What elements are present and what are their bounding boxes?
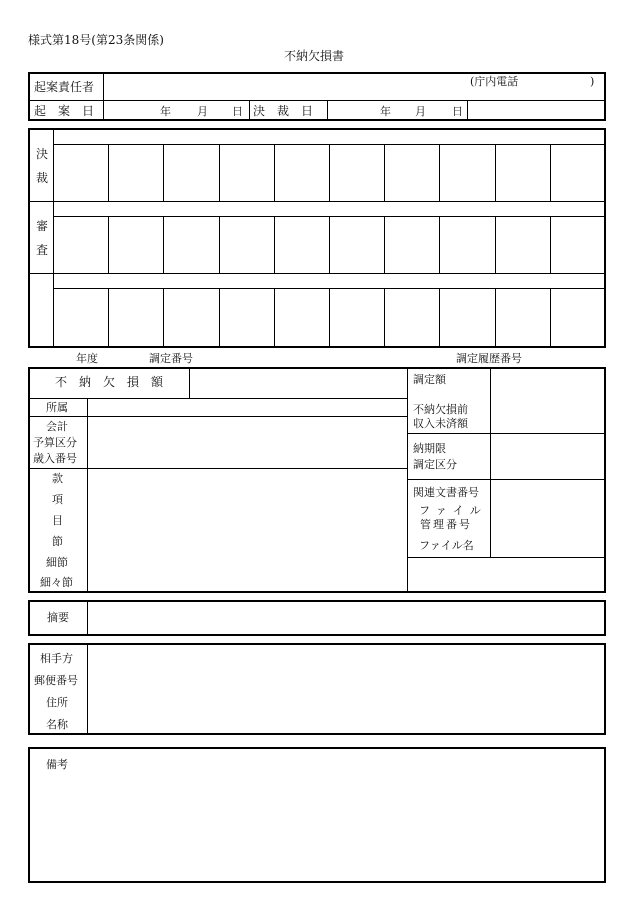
stamp-cell[interactable] [329,145,384,201]
decision-month-label: 月 [415,105,426,118]
detail-center-divider [407,368,408,592]
review-label-1: 審 [36,219,49,233]
form-number: 様式第18号(第23条関係) [28,33,164,47]
detail-row-line-3 [29,468,407,469]
header-mid-divider-1 [249,101,250,120]
stamp-cell[interactable] [495,145,550,201]
stamp-cell[interactable] [108,145,163,201]
assessment-class-label: 調定区分 [413,458,457,471]
detail-right-line-1 [408,433,605,434]
phone-close: ) [590,75,595,88]
form-title: 不納欠損書 [284,49,345,63]
setsu-label: 節 [52,535,63,548]
file-name-label: ファイル名 [419,539,474,552]
review-label-2: 査 [36,243,49,257]
stamp-cell[interactable] [329,217,384,273]
review-stamp-row [54,217,605,273]
stamp-cell[interactable] [274,145,329,201]
detail-right-line-2 [408,479,605,480]
name-label: 名称 [46,718,68,731]
stamp-cell[interactable] [384,289,439,346]
saisetsu-label: 細節 [46,556,68,569]
decision-date-label: 決 裁 日 [253,104,314,118]
summary-label: 摘要 [47,611,69,624]
header-mid-divider-3 [467,101,468,120]
postal-label: 郵便番号 [34,674,78,687]
stamp-cell[interactable] [54,145,108,201]
detail-right-line-3 [408,557,605,558]
stamp-cell[interactable] [274,289,329,346]
stamp-cell[interactable] [439,217,494,273]
summary-field[interactable] [90,604,602,632]
kou-label: 項 [52,493,63,506]
decision-stamp-row [54,145,605,201]
stamp-cell[interactable] [495,217,550,273]
detail-label-divider [87,398,88,592]
draft-day-label: 日 [232,105,243,118]
budget-class-label: 予算区分 [33,436,77,449]
file-mgmt-label-2: 管理番号 [420,518,472,531]
stamp-cell[interactable] [550,217,605,273]
drafter-label: 起案責任者 [34,80,95,94]
related-doc-label: 関連文書番号 [413,486,479,499]
uncollected-label-1: 不納欠損前 [413,403,468,416]
stamp-cell[interactable] [495,289,550,346]
approval-section-divider-2 [29,273,605,274]
draft-date-label: 起 案 日 [34,104,95,118]
department-label: 所属 [46,401,68,414]
draft-month-label: 月 [197,105,208,118]
stamp-cell[interactable] [550,289,605,346]
uncollected-label-2: 収入未済額 [413,417,468,430]
stamp-cell[interactable] [108,217,163,273]
revenue-number-label: 歳入番号 [33,452,77,465]
stamp-cell[interactable] [439,289,494,346]
remarks-label: 備考 [46,758,68,771]
decision-label-1: 決 [36,147,49,161]
header-mid-divider-2 [327,101,328,120]
accounting-label: 会計 [46,420,68,433]
stamp-cell[interactable] [54,217,108,273]
due-date-label: 納期限 [413,442,446,455]
kan-label: 款 [52,472,63,485]
stamp-cell[interactable] [274,217,329,273]
header-divider [29,100,605,101]
stamp-cell[interactable] [163,145,218,201]
stamp-cell[interactable] [550,145,605,201]
counterparty-divider [87,644,88,734]
saisaisetsu-label: 細々節 [40,576,73,589]
loss-amount-field[interactable] [192,372,404,396]
stamp-cell[interactable] [384,217,439,273]
stamp-cell[interactable] [163,217,218,273]
assessed-amount-label: 調定額 [413,373,446,386]
stamp-cell[interactable] [219,217,274,273]
stamp-cell[interactable] [439,145,494,201]
summary-divider [87,601,88,635]
stamp-cell[interactable] [329,289,384,346]
extra-stamp-row [54,289,605,346]
moku-label: 目 [52,514,63,527]
detail-box [28,367,606,593]
stamp-cell[interactable] [163,289,218,346]
party-label: 相手方 [40,652,73,665]
fiscal-year-label: 年度 [76,352,98,365]
stamp-cell[interactable] [108,289,163,346]
assessment-history-number-label: 調定履歴番号 [456,352,522,365]
drafter-field[interactable] [104,76,466,98]
phone-label: (庁内電話 [470,75,519,88]
file-mgmt-label-1: ファイル [419,504,487,517]
decision-day-label: 日 [452,105,463,118]
stamp-cell[interactable] [219,145,274,201]
stamp-cell[interactable] [54,289,108,346]
counterparty-field[interactable] [90,648,602,730]
address-label: 住所 [46,696,68,709]
detail-row-line-2 [29,416,407,417]
assessment-number-label: 調定番号 [149,352,193,365]
stamp-cell[interactable] [384,145,439,201]
approval-section-divider-1 [29,201,605,202]
remarks-field[interactable] [32,776,600,878]
loss-amount-divider [189,368,190,398]
decision-year-label: 年 [380,105,391,118]
draft-year-label: 年 [160,105,171,118]
loss-amount-label: 不 納 欠 損 額 [55,375,164,389]
detail-row-line-1 [29,398,407,399]
stamp-cell[interactable] [219,289,274,346]
decision-label-2: 裁 [36,171,49,185]
detail-right-divider [490,368,491,557]
